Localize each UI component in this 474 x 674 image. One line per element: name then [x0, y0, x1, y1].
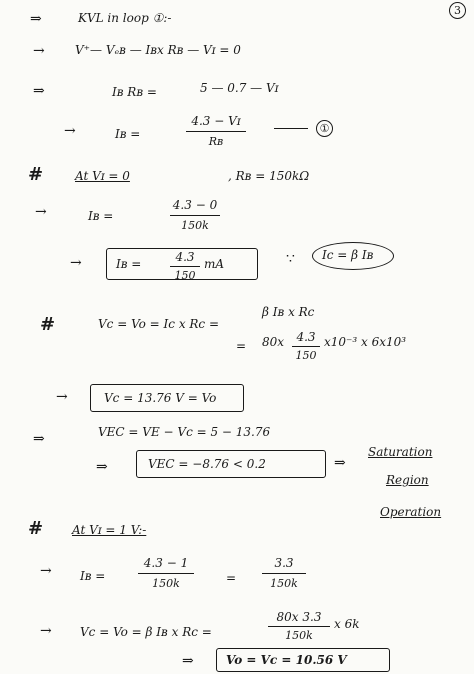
implies-arrow: ⇒	[334, 455, 346, 471]
heading-kvl-loop: KVL in loop ①:-	[78, 11, 172, 25]
vc-result: Vc = 13.76 V = Vo	[104, 391, 217, 405]
vec-equation: VEC = VE − Vc = 5 − 13.76	[98, 425, 271, 439]
fraction-denominator: 150k	[181, 219, 209, 232]
equals-sign: =	[226, 571, 237, 585]
equals-sign: =	[236, 339, 247, 353]
ib-lhs: Iʙ =	[116, 257, 142, 271]
implies-arrow: ⇒	[33, 83, 45, 99]
note-saturation: Saturation	[368, 445, 433, 459]
ib-rb-lhs: Iʙ Rʙ =	[112, 85, 157, 99]
ib-fraction	[170, 250, 200, 282]
implies-arrow: ⇒	[33, 431, 45, 447]
vec-result: VEC = −8.76 < 0.2	[148, 457, 266, 471]
ib-lhs: Iʙ =	[115, 127, 141, 141]
ib-rb-rhs: 5 — 0.7 — Vɪ	[200, 81, 279, 95]
section-hash: #	[40, 314, 56, 335]
fraction-numerator: 80x 3.3	[276, 610, 322, 624]
vc-beta-form: β Iʙ x Rc	[262, 305, 315, 319]
step-arrow: →	[40, 563, 52, 579]
step-arrow: →	[64, 123, 76, 139]
fraction-denominator: 150	[295, 349, 317, 362]
fraction-denominator: 150k	[270, 577, 298, 590]
vo-result: Vo = Vc = 10.56 V	[226, 653, 347, 667]
fraction-numerator: 3.3	[274, 556, 294, 570]
implies-arrow: ⇒	[182, 653, 194, 669]
ib-fraction	[186, 114, 246, 148]
ib-fraction	[138, 556, 194, 590]
equation-number: ①	[316, 120, 333, 137]
vc-equation: Vc = Vo = Ic x Rc =	[98, 317, 220, 331]
case-heading-vi-1: At Vɪ = 1 V:-	[72, 523, 147, 537]
section-hash: #	[28, 164, 44, 185]
fraction-numerator: 4.3	[296, 330, 316, 344]
note-operation: Operation	[380, 505, 442, 519]
section-hash: #	[28, 518, 44, 539]
fraction-numerator: 4.3 − 0	[172, 198, 218, 212]
vc-equation: Vc = Vo = β Iʙ x Rc =	[80, 625, 212, 639]
beta-factor: 80x	[262, 335, 285, 349]
vc-fraction	[292, 330, 320, 362]
fraction-numerator: 4.3 − Vɪ	[191, 114, 241, 128]
ib-fraction-simplified	[262, 556, 306, 590]
vc-multiplier: x 6k	[334, 617, 360, 631]
note-region: Region	[386, 473, 429, 487]
kvl-equation: V⁺— Vₑʙ — Iʙx Rʙ — Vɪ = 0	[75, 43, 241, 57]
step-arrow: →	[35, 204, 47, 220]
step-arrow: →	[33, 43, 45, 59]
implies-arrow: ⇒	[30, 11, 42, 27]
page-number: 3	[449, 2, 466, 19]
step-arrow: →	[56, 389, 68, 405]
ib-unit: mA	[204, 257, 225, 271]
fraction-denominator: 150k	[152, 577, 180, 590]
step-arrow: →	[40, 623, 52, 639]
vc-fraction	[268, 610, 330, 642]
ib-lhs: Iʙ =	[88, 209, 114, 223]
therefore-symbol: ∵	[286, 251, 295, 267]
rb-value: , Rʙ = 150kΩ	[228, 169, 310, 183]
ic-relation: Ic = β Iʙ	[322, 248, 374, 262]
vc-multiplier: x10⁻³ x 6x10³	[324, 335, 407, 349]
case-heading-vi-0: At Vɪ = 0	[75, 169, 130, 183]
ib-lhs: Iʙ =	[80, 569, 106, 583]
ib-fraction	[170, 198, 220, 232]
fraction-denominator: Rʙ	[208, 135, 224, 148]
implies-arrow: ⇒	[96, 459, 108, 475]
step-arrow: →	[70, 255, 82, 271]
fraction-numerator: 4.3 − 1	[143, 556, 189, 570]
fraction-denominator: 150	[174, 269, 196, 282]
dash-line	[274, 128, 308, 129]
fraction-numerator: 4.3	[175, 250, 195, 264]
fraction-denominator: 150k	[285, 629, 313, 642]
